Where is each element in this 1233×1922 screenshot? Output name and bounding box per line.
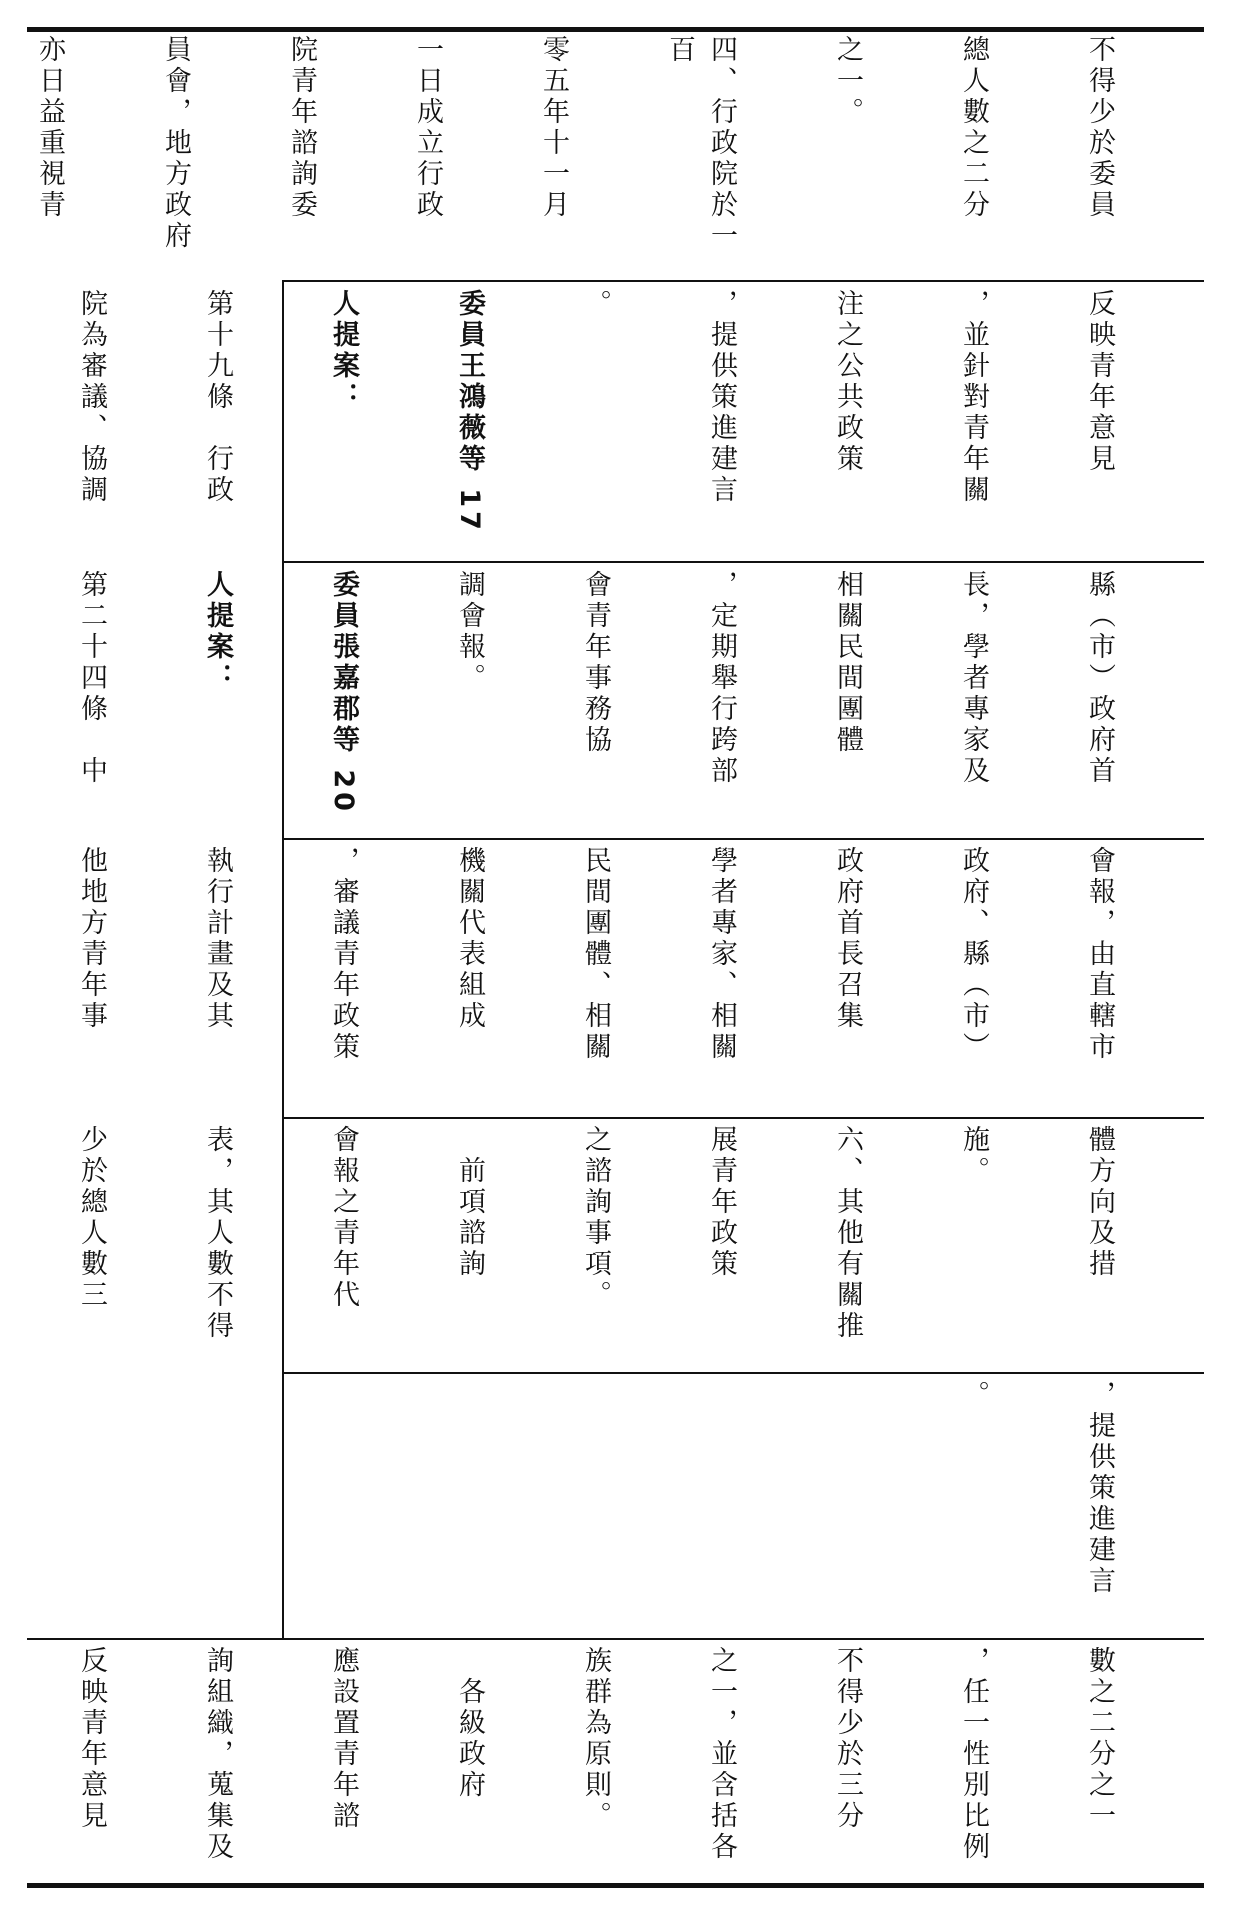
line: 反映青年意見	[76, 1646, 107, 1832]
tier-divider-5	[282, 1372, 1204, 1374]
line: ，提供策進建言	[1084, 1380, 1115, 1597]
top-rule	[27, 27, 1204, 32]
line: 相關民間團體	[832, 570, 863, 756]
line: 詢組織，蒐集及	[202, 1646, 233, 1863]
line: 亦日益重視青	[34, 35, 65, 221]
bottom-rule	[27, 1883, 1204, 1888]
line: 會報，由直轄市	[1084, 846, 1115, 1063]
line: 政府首長召集	[832, 846, 863, 1032]
line: 之諮詢事項。	[580, 1125, 611, 1311]
proposer-heading: 委員王鴻薇等 17	[454, 289, 485, 534]
line: 。	[580, 289, 611, 320]
line: 不得少於委員	[1084, 35, 1115, 221]
line: 之一。	[832, 35, 863, 128]
line: 表，其人數不得	[202, 1125, 233, 1342]
line: 第十九條 行政	[202, 289, 233, 506]
line: 六、其他有關推	[832, 1125, 863, 1342]
line: 四、行政院於一百	[664, 35, 737, 252]
line: ，定期舉行跨部	[706, 570, 737, 787]
line: 民間團體、相關	[580, 846, 611, 1063]
line: 會報之青年代	[328, 1125, 359, 1311]
text-block-2	[76, 289, 1204, 557]
text-block-1	[34, 35, 1204, 275]
line: 各級政府	[454, 1646, 485, 1801]
line: 一日成立行政	[412, 35, 443, 221]
line: ，任一性別比例	[958, 1646, 989, 1863]
line: 長，學者專家及	[958, 570, 989, 787]
proposal-label: 人提案：	[328, 289, 359, 413]
line: 注之公共政策	[832, 289, 863, 475]
tier-divider-1	[282, 280, 1204, 282]
text-block-4	[76, 846, 1204, 1112]
line: 第二十四條 中	[76, 570, 107, 787]
tier-divider-4	[282, 1117, 1204, 1119]
tier-divider-3	[282, 838, 1204, 840]
line: 員會，地方政府	[160, 35, 191, 252]
line: 不得少於三分	[832, 1646, 863, 1832]
text-block-6	[958, 1380, 1204, 1634]
line: 學者專家、相關	[706, 846, 737, 1063]
line: ，審議青年政策	[328, 846, 359, 1063]
text-block-5	[76, 1125, 1204, 1367]
line: 展青年政策	[706, 1125, 737, 1280]
line: 前項諮詢	[454, 1125, 485, 1280]
line: 縣（市）政府首	[1084, 570, 1115, 787]
line: 院青年諮詢委	[286, 35, 317, 221]
line: 體方向及措	[1084, 1125, 1115, 1280]
line: 之一，並含括各	[706, 1646, 737, 1863]
line: 零五年十一月	[538, 35, 569, 221]
line: 少於總人數三	[76, 1125, 107, 1311]
line: 。	[958, 1380, 989, 1411]
line: 反映青年意見	[1084, 289, 1115, 475]
line: 總人數之二分	[958, 35, 989, 221]
proposer-heading: 委員張嘉郡等 20	[328, 570, 359, 815]
line: 族群為原則。	[580, 1646, 611, 1832]
line: 他地方青年事	[76, 846, 107, 1032]
line: 施。	[958, 1125, 989, 1187]
line: ，提供策進建言	[706, 289, 737, 506]
line: 機關代表組成	[454, 846, 485, 1032]
line: 院為審議、協調	[76, 289, 107, 506]
line: 調會報。	[454, 570, 485, 694]
text-block-7	[76, 1646, 1204, 1878]
tier-divider-6	[27, 1638, 1204, 1640]
line: 應設置青年諮	[328, 1646, 359, 1832]
line: ，並針對青年關	[958, 289, 989, 506]
line: 政府、縣（市）	[958, 846, 989, 1063]
line: 數之二分之一	[1084, 1646, 1115, 1832]
proposal-label: 人提案：	[202, 570, 233, 694]
tier-divider-2	[282, 561, 1204, 563]
line: 執行計畫及其	[202, 846, 233, 1032]
text-block-3	[76, 570, 1204, 834]
line: 會青年事務協	[580, 570, 611, 756]
